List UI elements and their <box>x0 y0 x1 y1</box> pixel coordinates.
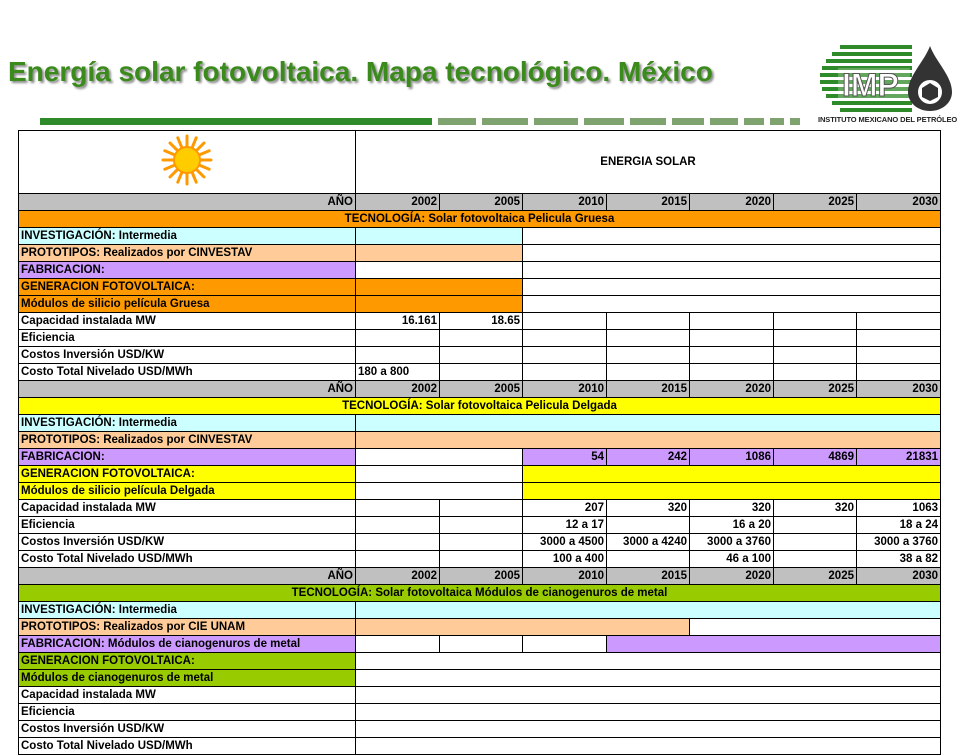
table-cell <box>523 483 941 500</box>
table-cell <box>356 483 523 500</box>
table-cell <box>356 687 941 704</box>
year-cell: 2025 <box>774 568 857 585</box>
table-cell <box>356 449 523 466</box>
value-cell <box>440 500 523 517</box>
row-label: Módulos de silicio película Delgada <box>19 483 356 500</box>
costos-row <box>19 347 941 364</box>
value-cell <box>607 330 690 347</box>
table-cell <box>607 636 941 653</box>
capacidad-row <box>19 500 941 517</box>
technology-title: TECNOLOGÍA: Solar fotovoltaica Módulos de cianogenuros de metal <box>19 585 941 602</box>
value-cell <box>690 347 774 364</box>
value-cell <box>523 364 607 381</box>
sun-icon <box>161 134 213 186</box>
value-cell: 21831 <box>857 449 941 466</box>
value-cell: 18 a 24 <box>857 517 941 534</box>
value-cell <box>857 364 941 381</box>
year-cell: 2010 <box>523 568 607 585</box>
row-label: GENERACION FOTOVOLTAICA: <box>19 279 356 296</box>
row-label: Eficiencia <box>19 330 356 347</box>
value-cell <box>774 313 857 330</box>
svg-text:IMP: IMP <box>842 67 899 103</box>
technology-row <box>19 585 941 602</box>
value-cell <box>440 534 523 551</box>
band-title: ENERGIA SOLAR <box>356 131 941 194</box>
year-cell: 2005 <box>440 568 523 585</box>
table-cell <box>356 653 941 670</box>
value-cell <box>857 347 941 364</box>
value-cell <box>440 517 523 534</box>
value-cell: 54 <box>523 449 607 466</box>
year-header-row <box>19 381 941 398</box>
value-cell: 320 <box>774 500 857 517</box>
value-cell: 3000 a 4500 <box>523 534 607 551</box>
row-label: PROTOTIPOS: Realizados por CINVESTAV <box>19 432 356 449</box>
row-label: INVESTIGACIÓN: Intermedia <box>19 415 356 432</box>
costo-total-row <box>19 738 941 755</box>
table-cell <box>523 279 941 296</box>
row-label: Módulos de cianogenuros de metal <box>19 670 356 687</box>
value-cell <box>440 347 523 364</box>
prototipos-row <box>19 245 941 262</box>
value-cell <box>440 364 523 381</box>
row-label: Capacidad instalada MW <box>19 687 356 704</box>
value-cell: 38 a 82 <box>857 551 941 568</box>
row-label: Costos Inversión USD/KW <box>19 347 356 364</box>
generacion-row-2 <box>19 296 941 313</box>
investigacion-row <box>19 602 941 619</box>
value-cell <box>690 313 774 330</box>
row-label: Eficiencia <box>19 704 356 721</box>
value-cell: 1086 <box>690 449 774 466</box>
value-cell <box>690 364 774 381</box>
table-cell <box>356 602 941 619</box>
generacion-row-2 <box>19 483 941 500</box>
table-cell <box>356 670 941 687</box>
generacion-row <box>19 653 941 670</box>
row-label: GENERACION FOTOVOLTAICA: <box>19 653 356 670</box>
investigacion-row <box>19 415 941 432</box>
row-label: Capacidad instalada MW <box>19 500 356 517</box>
value-cell <box>356 551 440 568</box>
capacidad-row <box>19 313 941 330</box>
year-cell: 2002 <box>356 568 440 585</box>
year-cell: 2002 <box>356 194 440 211</box>
value-cell <box>607 517 690 534</box>
value-cell <box>607 364 690 381</box>
value-cell <box>774 330 857 347</box>
title-divider <box>40 118 802 125</box>
value-cell <box>607 313 690 330</box>
row-label: Costo Total Nivelado USD/MWh <box>19 738 356 755</box>
generacion-row <box>19 279 941 296</box>
row-label: FABRICACION: Módulos de cianogenuros de metal <box>19 636 356 653</box>
value-cell: 180 a 800 <box>356 364 440 381</box>
value-cell: 242 <box>607 449 690 466</box>
value-cell: 320 <box>690 500 774 517</box>
generacion-row <box>19 466 941 483</box>
fabricacion-row <box>19 636 941 653</box>
year-cell: 2020 <box>690 381 774 398</box>
value-cell <box>440 330 523 347</box>
value-cell <box>774 551 857 568</box>
table-cell <box>523 296 941 313</box>
capacidad-row <box>19 687 941 704</box>
value-cell: 4869 <box>774 449 857 466</box>
row-label: INVESTIGACIÓN: Intermedia <box>19 228 356 245</box>
technology-title: TECNOLOGÍA: Solar fotovoltaica Pelicula Delgada <box>19 398 941 415</box>
logo-caption: INSTITUTO MEXICANO DEL PETRÓLEO <box>818 115 958 124</box>
table-cell <box>356 279 523 296</box>
value-cell: 3000 a 3760 <box>857 534 941 551</box>
prototipos-row <box>19 619 941 636</box>
value-cell <box>774 364 857 381</box>
value-cell <box>356 330 440 347</box>
value-cell <box>857 330 941 347</box>
row-label: INVESTIGACIÓN: Intermedia <box>19 602 356 619</box>
year-cell: 2030 <box>857 381 941 398</box>
costos-row <box>19 534 941 551</box>
value-cell <box>607 347 690 364</box>
value-cell: 3000 a 4240 <box>607 534 690 551</box>
row-label: Costos Inversión USD/KW <box>19 721 356 738</box>
table-cell <box>356 619 690 636</box>
year-cell: 2005 <box>440 194 523 211</box>
table-cell <box>356 704 941 721</box>
table-cell <box>523 245 941 262</box>
technology-title: TECNOLOGÍA: Solar fotovoltaica Pelicula Gruesa <box>19 211 941 228</box>
value-cell <box>440 551 523 568</box>
row-label: Capacidad instalada MW <box>19 313 356 330</box>
value-cell: 18.65 <box>440 313 523 330</box>
value-cell: 12 a 17 <box>523 517 607 534</box>
year-cell: 2002 <box>356 381 440 398</box>
year-cell: 2030 <box>857 568 941 585</box>
eficiencia-row <box>19 330 941 347</box>
year-header-row <box>19 194 941 211</box>
table-cell <box>690 619 941 636</box>
prototipos-row <box>19 432 941 449</box>
table-cell <box>440 636 523 653</box>
table-cell <box>356 738 941 755</box>
generacion-row-2 <box>19 670 941 687</box>
table-cell <box>356 245 523 262</box>
energy-table <box>18 130 941 755</box>
row-label: Costo Total Nivelado USD/MWh <box>19 364 356 381</box>
row-label: Eficiencia <box>19 517 356 534</box>
investigacion-row <box>19 228 941 245</box>
year-cell: 2005 <box>440 381 523 398</box>
fabricacion-row <box>19 262 941 279</box>
table-cell <box>523 228 941 245</box>
table-cell <box>356 432 941 449</box>
value-cell <box>607 551 690 568</box>
value-cell <box>857 313 941 330</box>
year-label: AÑO <box>19 568 356 585</box>
year-header-row <box>19 568 941 585</box>
value-cell <box>356 347 440 364</box>
table-cell <box>356 415 941 432</box>
value-cell: 46 a 100 <box>690 551 774 568</box>
value-cell: 16.161 <box>356 313 440 330</box>
value-cell <box>774 534 857 551</box>
value-cell: 3000 a 3760 <box>690 534 774 551</box>
value-cell <box>356 517 440 534</box>
sun-cell <box>19 131 356 194</box>
value-cell <box>356 534 440 551</box>
technology-row <box>19 211 941 228</box>
table-cell <box>523 262 941 279</box>
value-cell: 100 a 400 <box>523 551 607 568</box>
value-cell: 320 <box>607 500 690 517</box>
table-cell <box>356 296 523 313</box>
table-cell <box>356 466 523 483</box>
year-cell: 2015 <box>607 568 690 585</box>
banner-row <box>19 131 941 194</box>
table-cell <box>356 262 523 279</box>
table-cell <box>523 466 941 483</box>
year-cell: 2010 <box>523 381 607 398</box>
table-cell <box>523 636 607 653</box>
value-cell <box>523 330 607 347</box>
value-cell <box>690 330 774 347</box>
value-cell <box>356 500 440 517</box>
row-label: FABRICACION: <box>19 262 356 279</box>
costos-row <box>19 721 941 738</box>
value-cell <box>774 517 857 534</box>
value-cell <box>774 347 857 364</box>
year-cell: 2030 <box>857 194 941 211</box>
year-cell: 2015 <box>607 381 690 398</box>
technology-row <box>19 398 941 415</box>
year-cell: 2025 <box>774 381 857 398</box>
year-cell: 2020 <box>690 194 774 211</box>
row-label: Módulos de silicio película Gruesa <box>19 296 356 313</box>
row-label: PROTOTIPOS: Realizados por CINVESTAV <box>19 245 356 262</box>
value-cell: 207 <box>523 500 607 517</box>
row-label: FABRICACION: <box>19 449 356 466</box>
table-cell <box>356 721 941 738</box>
year-cell: 2010 <box>523 194 607 211</box>
eficiencia-row <box>19 517 941 534</box>
fabricacion-row <box>19 449 941 466</box>
eficiencia-row <box>19 704 941 721</box>
year-cell: 2020 <box>690 568 774 585</box>
value-cell <box>523 347 607 364</box>
table-cell <box>356 228 523 245</box>
row-label: GENERACION FOTOVOLTAICA: <box>19 466 356 483</box>
value-cell: 1063 <box>857 500 941 517</box>
row-label: Costo Total Nivelado USD/MWh <box>19 551 356 568</box>
costo-total-row <box>19 364 941 381</box>
row-label: Costos Inversión USD/KW <box>19 534 356 551</box>
page-title: Energía solar fotovoltaica. Mapa tecnológico. México <box>8 56 713 87</box>
value-cell: 16 a 20 <box>690 517 774 534</box>
year-cell: 2015 <box>607 194 690 211</box>
year-label: AÑO <box>19 194 356 211</box>
year-cell: 2025 <box>774 194 857 211</box>
year-label: AÑO <box>19 381 356 398</box>
table-cell <box>356 636 440 653</box>
costo-total-row <box>19 551 941 568</box>
value-cell <box>523 313 607 330</box>
row-label: PROTOTIPOS: Realizados por CIE UNAM <box>19 619 356 636</box>
